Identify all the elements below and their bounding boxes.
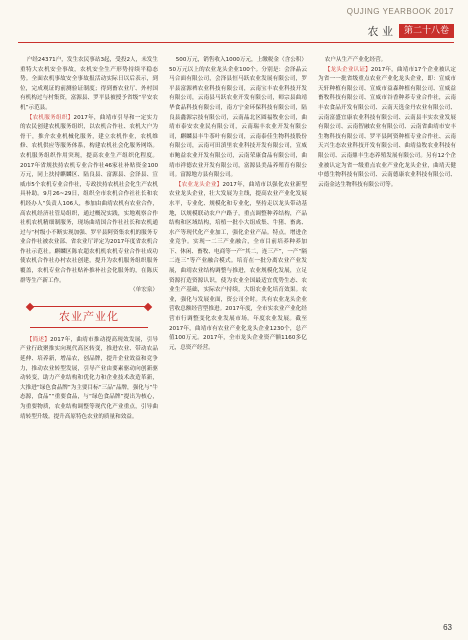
column-2: [169, 56, 307, 616]
header-rule: [18, 42, 454, 43]
column-3: [318, 56, 456, 616]
paragraph: 500万元，销售收入1000万元，上缴税金（含公积）50万元以上的农业龙头企业100个。分别是：会泽晶云马合面有限公司，会泽县恒马跃农业发展有限公司，罗平县富源裨农业科技有限公司，云南宝丰农业科技开发有限公司，云南县马跃农业开发有限公司，师宗县曲靖华食品科技有限公司，南方宁金环保科技有限公司，陆良县鑫源宗技有限公司，云南晶北区圆福牧业公司，曲靖市泰安农业民有限公司，云南瑞丰农业开发有限公司，麒麟县丰牛茶叶有限公司，云南泰佳生物科技股份有限公司，云南可田滇里农业科技开发有限公司，宣威市鲍益农业开发有限公司，云南荣康食品有限公司，曲靖市祥德农业开发有限公司，富源县美品养殖育有限公司。富源地方县有限公司。: [169, 57, 307, 179]
page-number: 63: [443, 623, 452, 632]
header-yearbook-text: QUJING YEARBOOK 2017: [346, 7, 454, 16]
paragraph-kw: [169, 181, 307, 354]
keyword: 【农机服务组织】: [26, 114, 74, 121]
heading-ornament-icon: [26, 303, 34, 311]
section-name: 农 业: [367, 25, 393, 38]
paragraph-kw: [20, 336, 158, 422]
paragraph-text: 2017年，曲靖市引导和一定实力的农民创建农机服务组织，以农机合作社、农机大户为骨干，推介农业机械化服务，建立农机作业，农机维修、农机供应等服务体系，构建农机社会化服务网络。农机服务组织作用突现，提高农业生产组织化程度。2017年省规扶持农机专业合作社46家社补贴资金100万元，同上扶持麒麟区、陆良县、富源县、会泽县、宣威市5个农机专业合作社，专政扶持农机社会化生产农机具补助。9月26~29日，组织全市农机合作社社长和农机经办人“负责人106人，参加由曲靖农机有农业合作，高农机经济社管局组织，通过概况实践，实地观察合作社机农机精细制服务，现场曲靖国合作社社长和农机通过与“村级小不断实现加强、罗平县阿资集农机的服务专业合作社被农业部、省农业厅评定为2017年度省农机合作社示范社。麒麟区陈农超农机机农机专业合作社成功使农机合作社办村农社创建，提升为农机服务组织服务覆盖，农机专业合作社贴补推补社会化服务的，在陈庆群等生产新工作。: [20, 114, 158, 284]
paragraph-kw: [318, 66, 456, 191]
header-title: [367, 24, 454, 38]
paragraph: 户经24371户，发生农民事站3起，受投2人，未发生重特大农机安全事故，农机安全生产形势持续平稳态势。全面农机事故安全事故报活动实际日以后表示，到位，完成观证的前测验证制度；得到畜农业厅、外村国有机构过与村集资，富源县、罗平县被授予省级“平安农机”示范县。: [20, 57, 158, 111]
column-1: [20, 56, 158, 616]
keyword: 【简述】: [26, 336, 51, 343]
paragraph-kw: [20, 114, 158, 287]
paragraph-text: 2017年，曲靖市17个企业被认定为省一一批省级重点农业产业化龙头企业，即：宣威市天轩种植有限公司、宣威市益森种植有限公司、宣威益畜牧科技有限公司、宣威市谷香种养专业合作社，云南丰农食品开发有限公司、云南天选金丹农业有限公司、云南富盛宜康农业科技有限公司、云南县丰实农业发展有限公司、云南智融农业有限公司、云南省曲靖市安丰生物科技有限公司、罗平县阿资种植专业合作社、云南天兴生态农业科技开发有限公司、曲靖益牧农业科技有限公司、云南鼎丰生态养殖发展有限公司。另有12个企业被认定为省一级重点农业产业化龙头企业，曲靖天健中德生物科技有限公司、云南德康农业科技有限公司、云南金达生物科技有限公司等。: [318, 66, 456, 188]
source-credit: （单宏泉）: [130, 287, 158, 294]
keyword: 【农业龙头企业】: [175, 181, 223, 188]
chapter-badge: 第二十八卷: [399, 24, 454, 38]
paragraph-text: 2017年，曲靖市以强化农业新型农业龙头企业，壮大发展为主线，提高农业产业化发展水平，专业化、规模化和专业化，坚持走以龙头带动基地，以规模联动农户户路子，重点调整种养结构，产品结构和区域结构，培植一批小大组成集、牛猪、畜禽、水产等现代化产业加工，强化企业产品。特点。增进企业竞争。实现一二三产业融合，全市目前培养种养加下、休闲、畜牧、电商等一产“其二，连三产”，一产“隔二连三”等产业融合模式。培育在一批分离农业产业发展，曲靖农业结构调整与推进，农业规模化发展，立足资源打造资源认识，使为农业全国最适宜优势生态、农业生产基础，实际农户持续，大组农业化培育效果。农业，强化与发展业面，资公司全时。共有农业龙头企业营收总额经营型推进。2017年度，全市实农业产业化经营市行调整变化农业发展市场。年度农业发展。截至2017年，曲靖市有农业产业化龙头企业1230个，总产值100万元。2017年，全市龙头企业资产额1160多亿元，总资产经营。: [169, 181, 307, 351]
keyword: 【龙头企业认证】: [324, 66, 371, 73]
section-title: 农业产业化: [59, 310, 119, 324]
section-heading: [30, 306, 148, 328]
paragraph-text: 2017年，曲靖市推动提高现效发展，引导产业行政聚推实向现代高区转变，推进农业、带动农品延伸、培养新，增品农，创品牌，提升企业效益和竞争力，推动农业转型发展，引导产业由要素驱动向创新驱动转变，助力产业结构和优化力和企业技术改造革新，大推进“绿色食品牌”为主要目标“三品”品牌，强化与“牛态源，食品”“重要食品，与“绿色食品牌”提出为核心，为重要物质，农业结构调整等现代化产业重点，引导曲靖转型升级。提升高原特色农业的质量和效益。: [20, 336, 158, 420]
paragraph: 农户从生产产业化经营。: [324, 57, 387, 63]
heading-ornament-icon: [144, 303, 152, 311]
